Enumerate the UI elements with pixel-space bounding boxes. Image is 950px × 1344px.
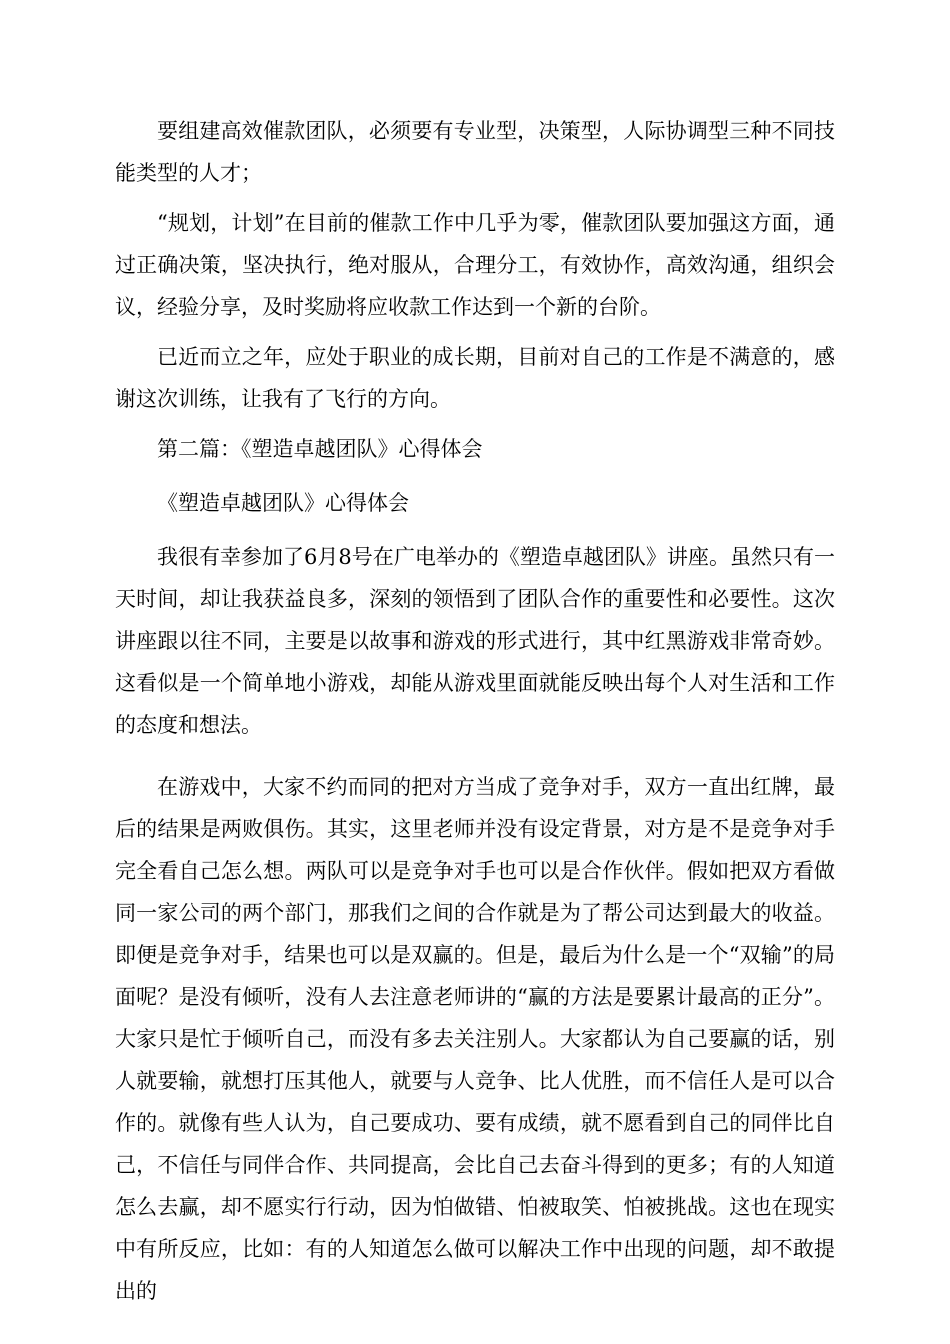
paragraph-lecture-intro: 我很有幸参加了6月8号在广电举办的《塑造卓越团队》讲座。虽然只有一天时间，却让我获益良多，深刻的领悟到了团队合作的重要性和必要性。这次讲座跟以往不同，主要是以故事和游戏的形式进行，其中红黑游戏非常奇妙。这看似是一个简单地小游戏，却能从游戏里面就能反映出每个人对生活和工作的态度和想法。 [115,545,835,737]
section-heading: 第二篇：《塑造卓越团队》心得体会 [157,437,483,461]
paragraph-planning: “规划，计划”在目前的催款工作中几乎为零，催款团队要加强这方面，通过正确决策，坚决执行，绝对服从，合理分工，有效协作，高效沟通，组织会议，经验分享，及时奖励将应收款工作达到一个新的台阶。 [115,211,835,319]
article-title: 《塑造卓越团队》心得体会 [157,491,409,515]
document-body [115,110,835,1312]
paragraph-career-stage: 已近而立之年，应处于职业的成长期，目前对自己的工作是不满意的，感谢这次训练，让我有了飞行的方向。 [115,345,835,411]
paragraph-team-skills: 要组建高效催款团队，必须要有专业型，决策型，人际协调型三种不同技能类型的人才； [115,119,835,185]
paragraph-game-reflection: 在游戏中，大家不约而同的把对方当成了竞争对手，双方一直出红牌，最后的结果是两败俱伤。其实，这里老师并没有设定背景，对方是不是竞争对手完全看自己怎么想。两队可以是竞争对手也可以是合作伙伴。假如把双方看做同一家公司的两个部门，那我们之间的合作就是为了帮公司达到最大的收益。即便是竞争对手，结果也可以是双赢的。但是，最后为什么是一个“双输”的局面呢？是没有倾听，没有人去注意老师讲的“赢的方法是要累计最高的正分”。大家只是忙于倾听自己，而没有多去关注别人。大家都认为自己要赢的话，别人就要输，就想打压其他人，就要与人竞争、比人优胜，而不信任人是可以合作的。就像有些人认为，自己要成功、要有成绩，就不愿看到自己的同伴比自己，不信任与同伴合作、共同提高，会比自己去奋斗得到的更多；有的人知道怎么去赢，却不愿实行行动，因为怕做错、怕被取笑、怕被挑战。这也在现实中有所反应，比如：有的人知道怎么做可以解决工作中出现的问题，却不敢提出的 [115,775,835,1303]
